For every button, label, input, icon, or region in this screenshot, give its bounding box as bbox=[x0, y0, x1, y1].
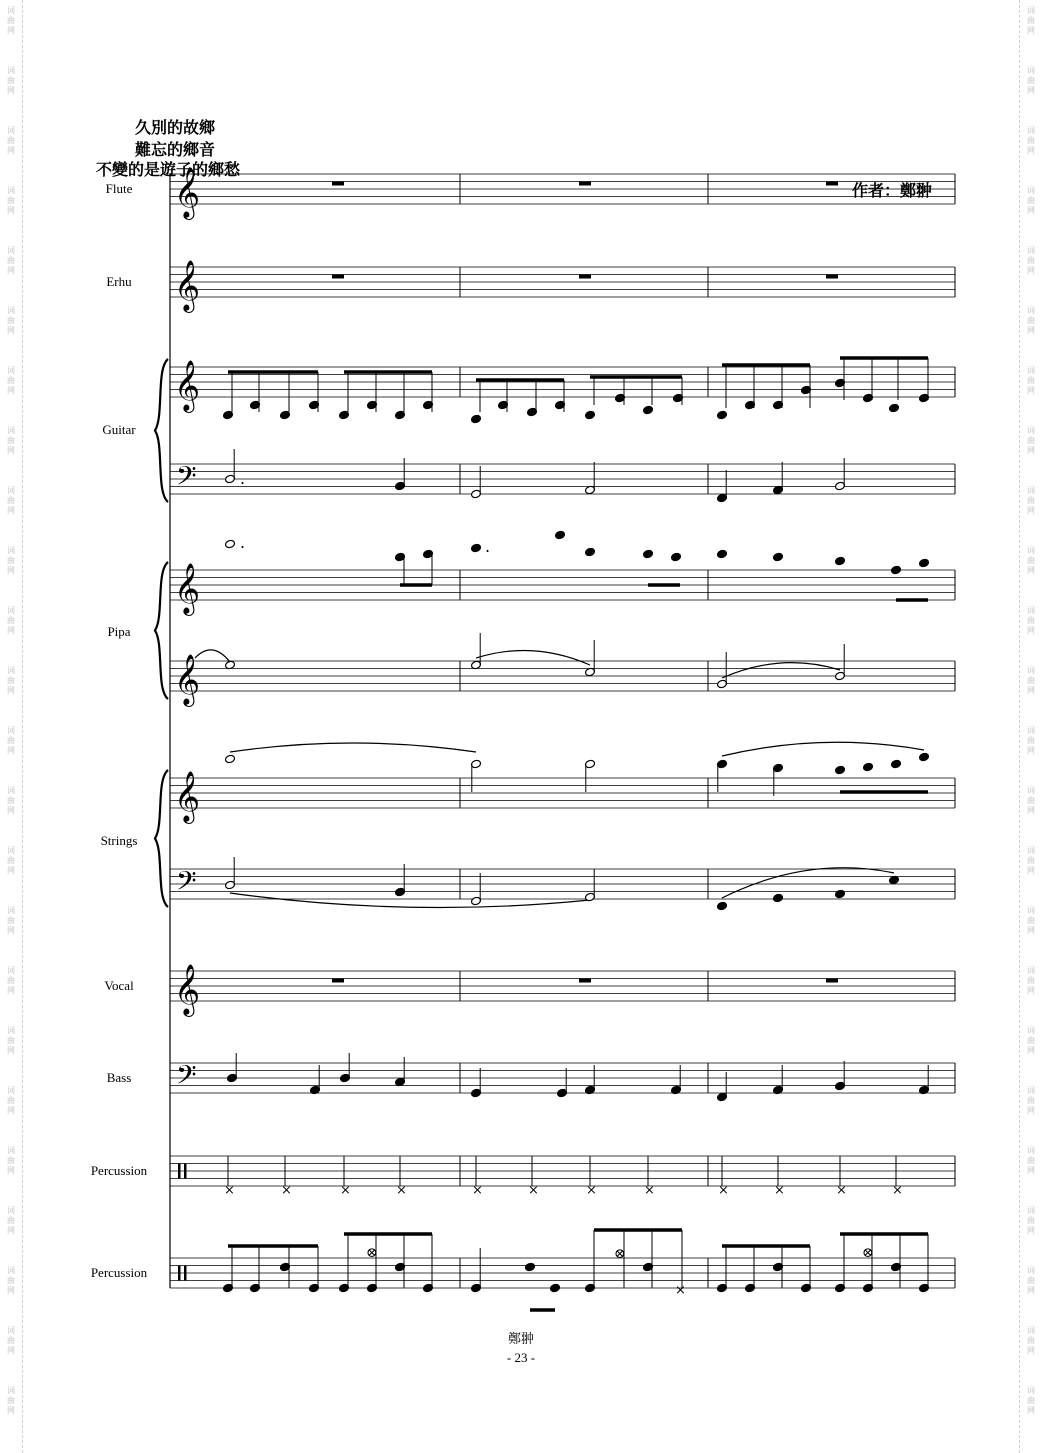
watermark-glyphs: 词 曲 网 bbox=[1027, 1206, 1035, 1235]
watermark-glyphs: 词 曲 网 bbox=[7, 1086, 15, 1115]
author-credit: 作者：鄭翀 bbox=[852, 181, 933, 200]
cross-notehead-icon: × bbox=[472, 1183, 483, 1198]
bass-clef-icon: 𝄢 bbox=[176, 1059, 197, 1097]
watermark-glyphs: 词 曲 网 bbox=[1027, 426, 1035, 455]
watermark-glyphs: 词 曲 网 bbox=[1027, 6, 1035, 35]
watermark-glyphs: 词 曲 网 bbox=[7, 966, 15, 995]
watermark-glyphs: 词 曲 网 bbox=[7, 6, 15, 35]
circled-cross-icon: ⊗ bbox=[366, 1245, 378, 1261]
instrument-label-bass: Bass bbox=[106, 1070, 132, 1085]
watermark-glyphs: 词 曲 网 bbox=[7, 246, 15, 275]
instrument-label-strings: Strings bbox=[100, 833, 138, 848]
whole-rest-icon bbox=[579, 182, 591, 186]
treble-clef-icon: 𝄞 bbox=[174, 360, 201, 411]
watermark-glyphs: 词 曲 网 bbox=[7, 906, 15, 935]
notehead bbox=[671, 552, 682, 562]
cross-notehead-icon: × bbox=[340, 1183, 351, 1198]
whole-rest-icon bbox=[826, 275, 838, 279]
watermark-glyphs: 词 曲 网 bbox=[7, 606, 15, 635]
whole-rest-icon bbox=[579, 275, 591, 279]
subtitle-line-2: 難忘的鄉音 bbox=[135, 140, 216, 159]
notehead bbox=[891, 565, 902, 575]
watermark-glyphs: 词 曲 网 bbox=[1027, 1026, 1035, 1055]
treble-clef-icon: 𝄞 bbox=[174, 771, 201, 822]
notehead bbox=[835, 889, 846, 899]
cross-notehead-icon: × bbox=[718, 1183, 729, 1198]
watermark-glyphs: 词 曲 网 bbox=[1027, 966, 1035, 995]
percussion-clef-icon bbox=[184, 1164, 187, 1179]
instrument-label-percussion-1: Percussion bbox=[90, 1163, 148, 1178]
slur bbox=[230, 893, 590, 908]
watermark-glyphs: 词 曲 网 bbox=[1027, 1146, 1035, 1175]
whole-rest-icon bbox=[332, 275, 344, 279]
cross-notehead-icon: × bbox=[281, 1183, 292, 1198]
bass-clef-icon: 𝄢 bbox=[176, 460, 197, 498]
notehead bbox=[835, 556, 846, 566]
slur bbox=[230, 743, 476, 752]
watermark-glyphs: 词 曲 网 bbox=[1027, 786, 1035, 815]
bass-clef-icon: 𝄢 bbox=[176, 865, 197, 903]
notehead bbox=[863, 762, 874, 772]
instrument-label-percussion-2: Percussion bbox=[90, 1265, 148, 1280]
dot: . bbox=[240, 469, 246, 488]
dot: . bbox=[485, 537, 491, 556]
watermark-glyphs: 词 曲 网 bbox=[7, 306, 15, 335]
percussion-clef-icon bbox=[178, 1266, 181, 1281]
notehead bbox=[471, 543, 482, 553]
notehead bbox=[471, 414, 482, 424]
notehead bbox=[889, 403, 900, 413]
whole-rest-icon bbox=[579, 979, 591, 983]
notehead bbox=[525, 1262, 536, 1272]
watermark-glyphs: 词 曲 网 bbox=[7, 426, 15, 455]
notehead bbox=[835, 765, 846, 775]
notehead bbox=[643, 549, 654, 559]
notehead bbox=[585, 547, 596, 557]
watermark-glyphs: 词 曲 网 bbox=[7, 1026, 15, 1055]
watermark-glyphs: 词 曲 网 bbox=[7, 546, 15, 575]
dot: . bbox=[240, 533, 246, 552]
watermark-glyphs: 词 曲 网 bbox=[1027, 1266, 1035, 1295]
slur bbox=[722, 742, 924, 756]
watermark-glyphs: 词 曲 网 bbox=[7, 1206, 15, 1235]
notehead bbox=[773, 893, 784, 903]
watermark-glyphs: 词 曲 网 bbox=[7, 66, 15, 95]
cross-notehead-icon: × bbox=[675, 1283, 686, 1298]
cross-notehead-icon: × bbox=[644, 1183, 655, 1198]
watermark-glyphs: 词 曲 网 bbox=[1027, 846, 1035, 875]
subtitle-line-1: 久別的故鄉 bbox=[135, 118, 216, 137]
watermark-glyphs: 词 曲 网 bbox=[1027, 1086, 1035, 1115]
watermark-glyphs: 词 曲 网 bbox=[1027, 186, 1035, 215]
notehead bbox=[919, 558, 930, 568]
percussion-clef-icon bbox=[184, 1266, 187, 1281]
notehead bbox=[643, 405, 654, 415]
watermark-glyphs: 词 曲 网 bbox=[7, 186, 15, 215]
percussion-clef-icon bbox=[178, 1164, 181, 1179]
watermark-glyphs: 词 曲 网 bbox=[7, 846, 15, 875]
watermark-glyphs: 词 曲 网 bbox=[7, 1386, 15, 1415]
whole-rest-icon bbox=[826, 182, 838, 186]
watermark-glyphs: 词 曲 网 bbox=[7, 1146, 15, 1175]
watermark-glyphs: 词 曲 网 bbox=[1027, 666, 1035, 695]
watermark-glyphs: 词 曲 网 bbox=[7, 786, 15, 815]
treble-clef-icon: 𝄞 bbox=[174, 167, 201, 218]
treble-clef-icon: 𝄞 bbox=[174, 964, 201, 1015]
watermark-glyphs: 词 曲 网 bbox=[7, 1326, 15, 1355]
notehead bbox=[225, 754, 236, 764]
treble-clef-icon: 𝄞 bbox=[174, 563, 201, 614]
notehead bbox=[585, 410, 596, 420]
page-number: - 23 - bbox=[506, 1350, 536, 1365]
slur bbox=[476, 650, 590, 665]
brace-icon bbox=[155, 562, 168, 699]
watermark-glyphs: 词 曲 网 bbox=[1027, 606, 1035, 635]
treble-clef-icon: 𝄞 bbox=[174, 260, 201, 311]
watermark-glyphs: 词 曲 网 bbox=[1027, 246, 1035, 275]
watermark-glyphs: 词 曲 网 bbox=[7, 666, 15, 695]
watermark-glyphs: 词 曲 网 bbox=[1027, 906, 1035, 935]
watermark-glyphs: 词 曲 网 bbox=[7, 366, 15, 395]
watermark-glyphs: 词 曲 网 bbox=[1027, 726, 1035, 755]
whole-rest-icon bbox=[332, 979, 344, 983]
slur bbox=[722, 868, 894, 898]
watermark-glyphs: 词 曲 网 bbox=[7, 486, 15, 515]
watermark-glyphs: 词 曲 网 bbox=[1027, 66, 1035, 95]
watermark-glyphs: 词 曲 网 bbox=[1027, 126, 1035, 155]
cross-notehead-icon: × bbox=[528, 1183, 539, 1198]
notehead bbox=[717, 901, 728, 911]
notehead bbox=[555, 530, 566, 540]
cross-notehead-icon: × bbox=[396, 1183, 407, 1198]
whole-rest-icon bbox=[332, 182, 344, 186]
watermark-glyphs: 词 曲 网 bbox=[1027, 1386, 1035, 1415]
watermark-glyphs: 词 曲 网 bbox=[1027, 306, 1035, 335]
watermark-glyphs: 词 曲 网 bbox=[1027, 366, 1035, 395]
watermark-glyphs: 词 曲 网 bbox=[7, 726, 15, 755]
circled-cross-icon: ⊗ bbox=[614, 1246, 626, 1262]
footer-composer: 鄭翀 bbox=[507, 1332, 534, 1347]
instrument-label-vocal: Vocal bbox=[104, 978, 134, 993]
notehead bbox=[919, 752, 930, 762]
cross-notehead-icon: × bbox=[586, 1183, 597, 1198]
watermark-glyphs: 词 曲 网 bbox=[1027, 486, 1035, 515]
subtitle-line-3: 不變的是遊子的鄉愁 bbox=[96, 160, 241, 179]
cross-notehead-icon: × bbox=[774, 1183, 785, 1198]
circled-cross-icon: ⊗ bbox=[862, 1245, 874, 1261]
notehead bbox=[225, 539, 236, 549]
notehead bbox=[717, 410, 728, 420]
instrument-label-guitar: Guitar bbox=[102, 422, 136, 437]
notehead bbox=[717, 549, 728, 559]
notehead bbox=[550, 1283, 561, 1293]
cross-notehead-icon: × bbox=[892, 1183, 903, 1198]
notehead bbox=[891, 759, 902, 769]
watermark-glyphs: 词 曲 网 bbox=[1027, 546, 1035, 575]
instrument-label-flute: Flute bbox=[105, 181, 133, 196]
notehead bbox=[773, 552, 784, 562]
watermark-glyphs: 词 曲 网 bbox=[7, 1266, 15, 1295]
brace-icon bbox=[155, 359, 168, 502]
slur bbox=[195, 650, 230, 662]
instrument-label-pipa: Pipa bbox=[107, 624, 131, 639]
whole-rest-icon bbox=[826, 979, 838, 983]
instrument-label-erhu: Erhu bbox=[106, 274, 132, 289]
cross-notehead-icon: × bbox=[224, 1183, 235, 1198]
watermark-glyphs: 词 曲 网 bbox=[1027, 1326, 1035, 1355]
treble-clef-icon: 𝄞 bbox=[174, 654, 201, 705]
cross-notehead-icon: × bbox=[836, 1183, 847, 1198]
watermark-glyphs: 词 曲 网 bbox=[7, 126, 15, 155]
brace-icon bbox=[155, 770, 168, 907]
